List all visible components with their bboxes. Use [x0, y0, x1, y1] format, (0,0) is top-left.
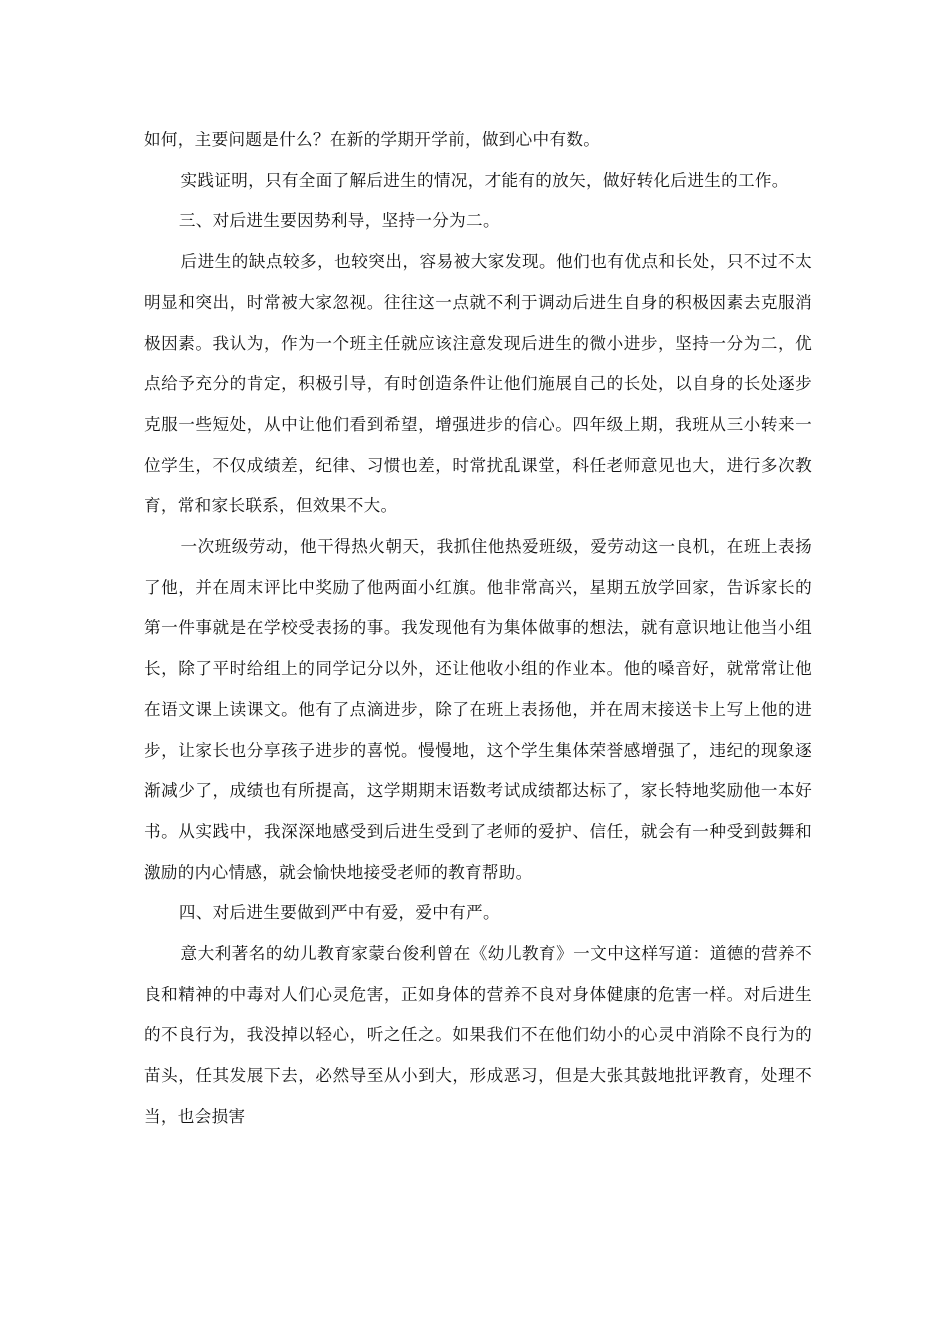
paragraph-shortcomings: 后进生的缺点较多，也较突出，容易被大家发现。他们也有优点和长处，只不过不太明显和突出，时常被大家忽视。往往这一点就不利于调动后进生自身的积极因素去克服消极因素。我认为，作为一个班主任就应该注意发现后进生的微小进步，坚持一分为二，优点给予充分的肯定，积极引导，有时创造条件让他们施展自己的长处，以自身的长处逐步克服一些短处，从中让他们看到希望，增强进步的信心。四年级上期，我班从三小转来一位学生，不仅成绩差，纪律、习惯也差，时常扰乱课堂，科任老师意见也大，进行多次教育，常和家长联系，但效果不大。	[144, 252, 812, 516]
document-body	[144, 120, 812, 1138]
paragraph-montessori: 意大利著名的幼儿教育家蒙台俊利曾在《幼儿教育》一文中这样写道：道德的营养不良和精神的中毒对人们心灵危害，正如身体的营养不良对身体健康的危害一样。对后进生的不良行为，我没掉以轻心，听之任之。如果我们不在他们幼小的心灵中消除不良行为的苗头，任其发展下去，必然导至从小到大，形成恶习，但是大张其鼓地批评教育，处理不当，也会损害	[144, 944, 812, 1126]
paragraph-class-labor: 一次班级劳动，他干得热火朝天，我抓住他热爱班级，爱劳动这一良机，在班上表扬了他，并在周末评比中奖励了他两面小红旗。他非常高兴，星期五放学回家，告诉家长的第一件事就是在学校受表扬的事。我发现他有为集体做事的想法，就有意识地让他当小组长，除了平时给组上的同学记分以外，还让他收小组的作业本。他的嗓音好，就常常让他在语文课上读课文。他有了点滴进步，除了在班上表扬他，并在周末接送卡上写上他的进步，让家长也分享孩子进步的喜悦。慢慢地，这个学生集体荣誉感增强了，违纪的现象逐渐减少了，成绩也有所提高，这学期期末语数考试成绩都达标了，家长特地奖励他一本好书。从实践中，我深深地感受到后进生受到了老师的爱护、信任，就会有一种受到鼓舞和激励的内心情感，就会愉快地接受老师的教育帮助。	[144, 537, 812, 882]
section-heading-three: 三、对后进生要因势利导，坚持一分为二。	[178, 211, 500, 231]
paragraph-continuation: 如何，主要问题是什么？在新的学期开学前，做到心中有数。	[144, 130, 601, 149]
paragraph-practice-proves: 实践证明，只有全面了解后进生的情况，才能有的放矢，做好转化后进生的工作。	[180, 170, 789, 190]
section-heading-four: 四、对后进生要做到严中有爱，爱中有严。	[178, 903, 500, 923]
